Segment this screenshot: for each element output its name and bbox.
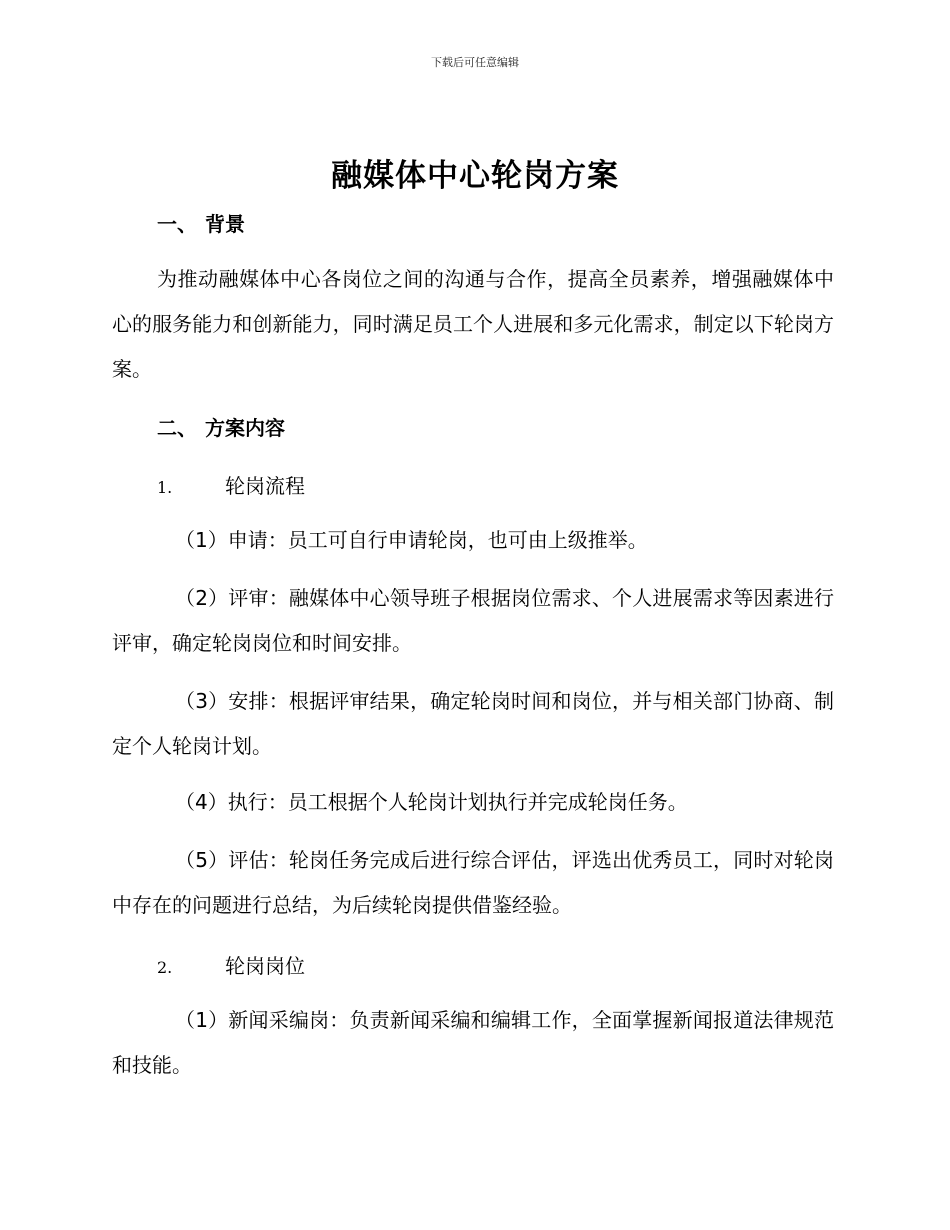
section-title: 背景: [205, 212, 245, 236]
section-heading-plan-content: [157, 412, 285, 441]
section-title: 方案内容: [205, 416, 285, 440]
background-paragraph: 为推动融媒体中心各岗位之间的沟通与合作，提高全员素养，增强融媒体中心的服务能力和创新能力，同时满足员工个人进展和多元化需求，制定以下轮岗方案。: [112, 267, 834, 381]
subsection-title: 轮岗岗位: [225, 954, 305, 978]
section-number: 二、: [157, 416, 197, 440]
subsection-heading-rotation-positions: [157, 950, 305, 979]
subsection-heading-rotation-process: [157, 470, 305, 499]
document-title: 融媒体中心轮岗方案: [331, 158, 619, 194]
list-item: （1）申请：员工可自行申请轮岗，也可由上级推举。: [175, 528, 648, 552]
subsection-title: 轮岗流程: [225, 474, 305, 498]
header-note: 下载后可任意编辑: [431, 56, 519, 69]
list-item: （4）执行：员工根据个人轮岗计划执行并完成轮岗任务。: [175, 790, 688, 814]
section-number: 一、: [157, 212, 197, 236]
section-heading-background: [157, 208, 245, 237]
subsection-number: 2.: [157, 958, 173, 977]
list-item: （2）评审：融媒体中心领导班子根据岗位需求、个人进展需求等因素进行评审，确定轮岗岗位和时间安排。: [112, 586, 834, 655]
list-item: （3）安排：根据评审结果，确定轮岗时间和岗位，并与相关部门协商、制定个人轮岗计划。: [112, 689, 834, 758]
list-item: （1）新闻采编岗：负责新闻采编和编辑工作，全面掌握新闻报道法律规范和技能。: [112, 1008, 834, 1077]
list-item: （5）评估：轮岗任务完成后进行综合评估，评选出优秀员工，同时对轮岗中存在的问题进行总结，为后续轮岗提供借鉴经验。: [112, 848, 834, 917]
subsection-number: 1.: [157, 478, 173, 497]
